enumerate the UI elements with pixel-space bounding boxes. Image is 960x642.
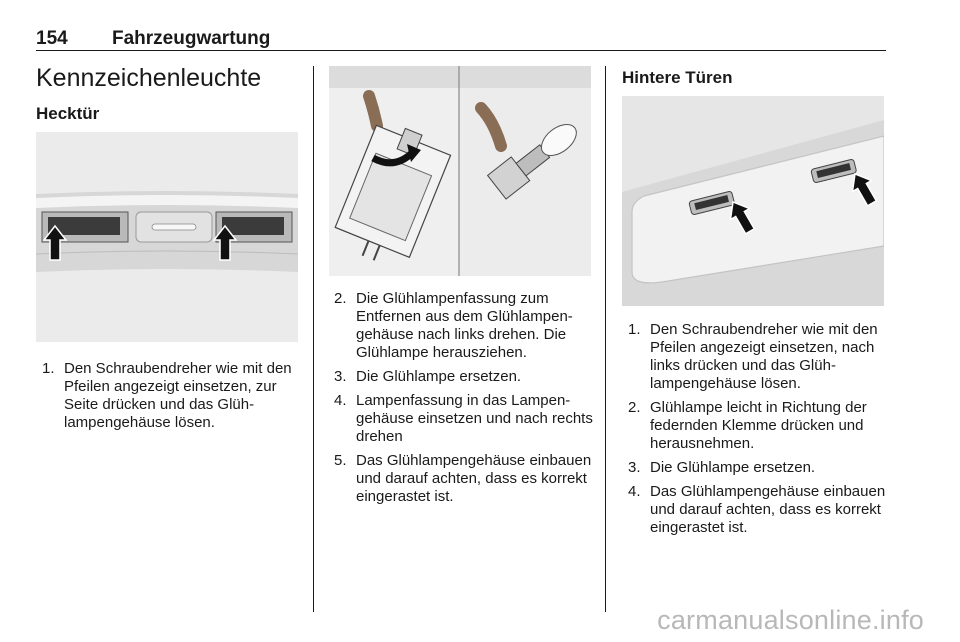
tailgate-illustration [36,132,298,342]
list-item: 2. Glühlampe leicht in Richtung der federnden Klemme drücken und herausnehmen. [628,399,867,452]
figure-bulb-socket [329,66,591,276]
steps-list-bulb [334,290,596,512]
column-divider [605,66,606,612]
list-item: 2. Die Glühlampenfassung zum Entfernen aus dem Glühlampen-gehäuse nach links drehen. Die Glühlampe herausziehen. [334,290,573,361]
list-item: 3. Die Glühlampe ersetzen. [334,368,522,385]
list-item: 1. Den Schraubendreher wie mit den Pfeilen angezeigt einsetzen, zur Seite drücken und das Glüh-lampengehäuse lösen. [42,360,292,431]
subsection-title-hintere-tueren: Hintere Türen [622,68,733,87]
bulb-socket-illustration [329,66,591,276]
list-item: 4. Das Glühlampengehäuse einbauen und darauf achten, dass es korrekt eingerastet ist. [628,483,886,536]
watermark: carmanualsonline.info [657,605,924,635]
page-number: 154 [36,28,68,49]
steps-list-tailgate [42,360,298,438]
page-header [36,26,886,51]
list-item: 5. Das Glühlampengehäuse einbauen und darauf achten, dass es korrekt eingerastet ist. [334,452,592,505]
list-item: 3. Die Glühlampe ersetzen. [628,459,816,476]
steps-list-rear-doors [628,321,888,543]
list-item: 1. Den Schraubendreher wie mit den Pfeilen angezeigt einsetzen, nach links drücken und das Glüh-lampengehäuse lösen. [628,321,878,392]
chapter-title: Fahrzeugwartung [112,28,271,49]
figure-tailgate-plate-lights [36,132,298,342]
subsection-title-hecktuer: Hecktür [36,104,100,123]
rear-doors-illustration [622,96,884,306]
section-title: Kennzeichenleuchte [36,64,262,92]
column-divider [313,66,314,612]
list-item: 4. Lampenfassung in das Lampen-gehäuse einsetzen und nach rechts drehen [334,392,593,445]
figure-rear-doors-plate-lights [622,96,884,306]
